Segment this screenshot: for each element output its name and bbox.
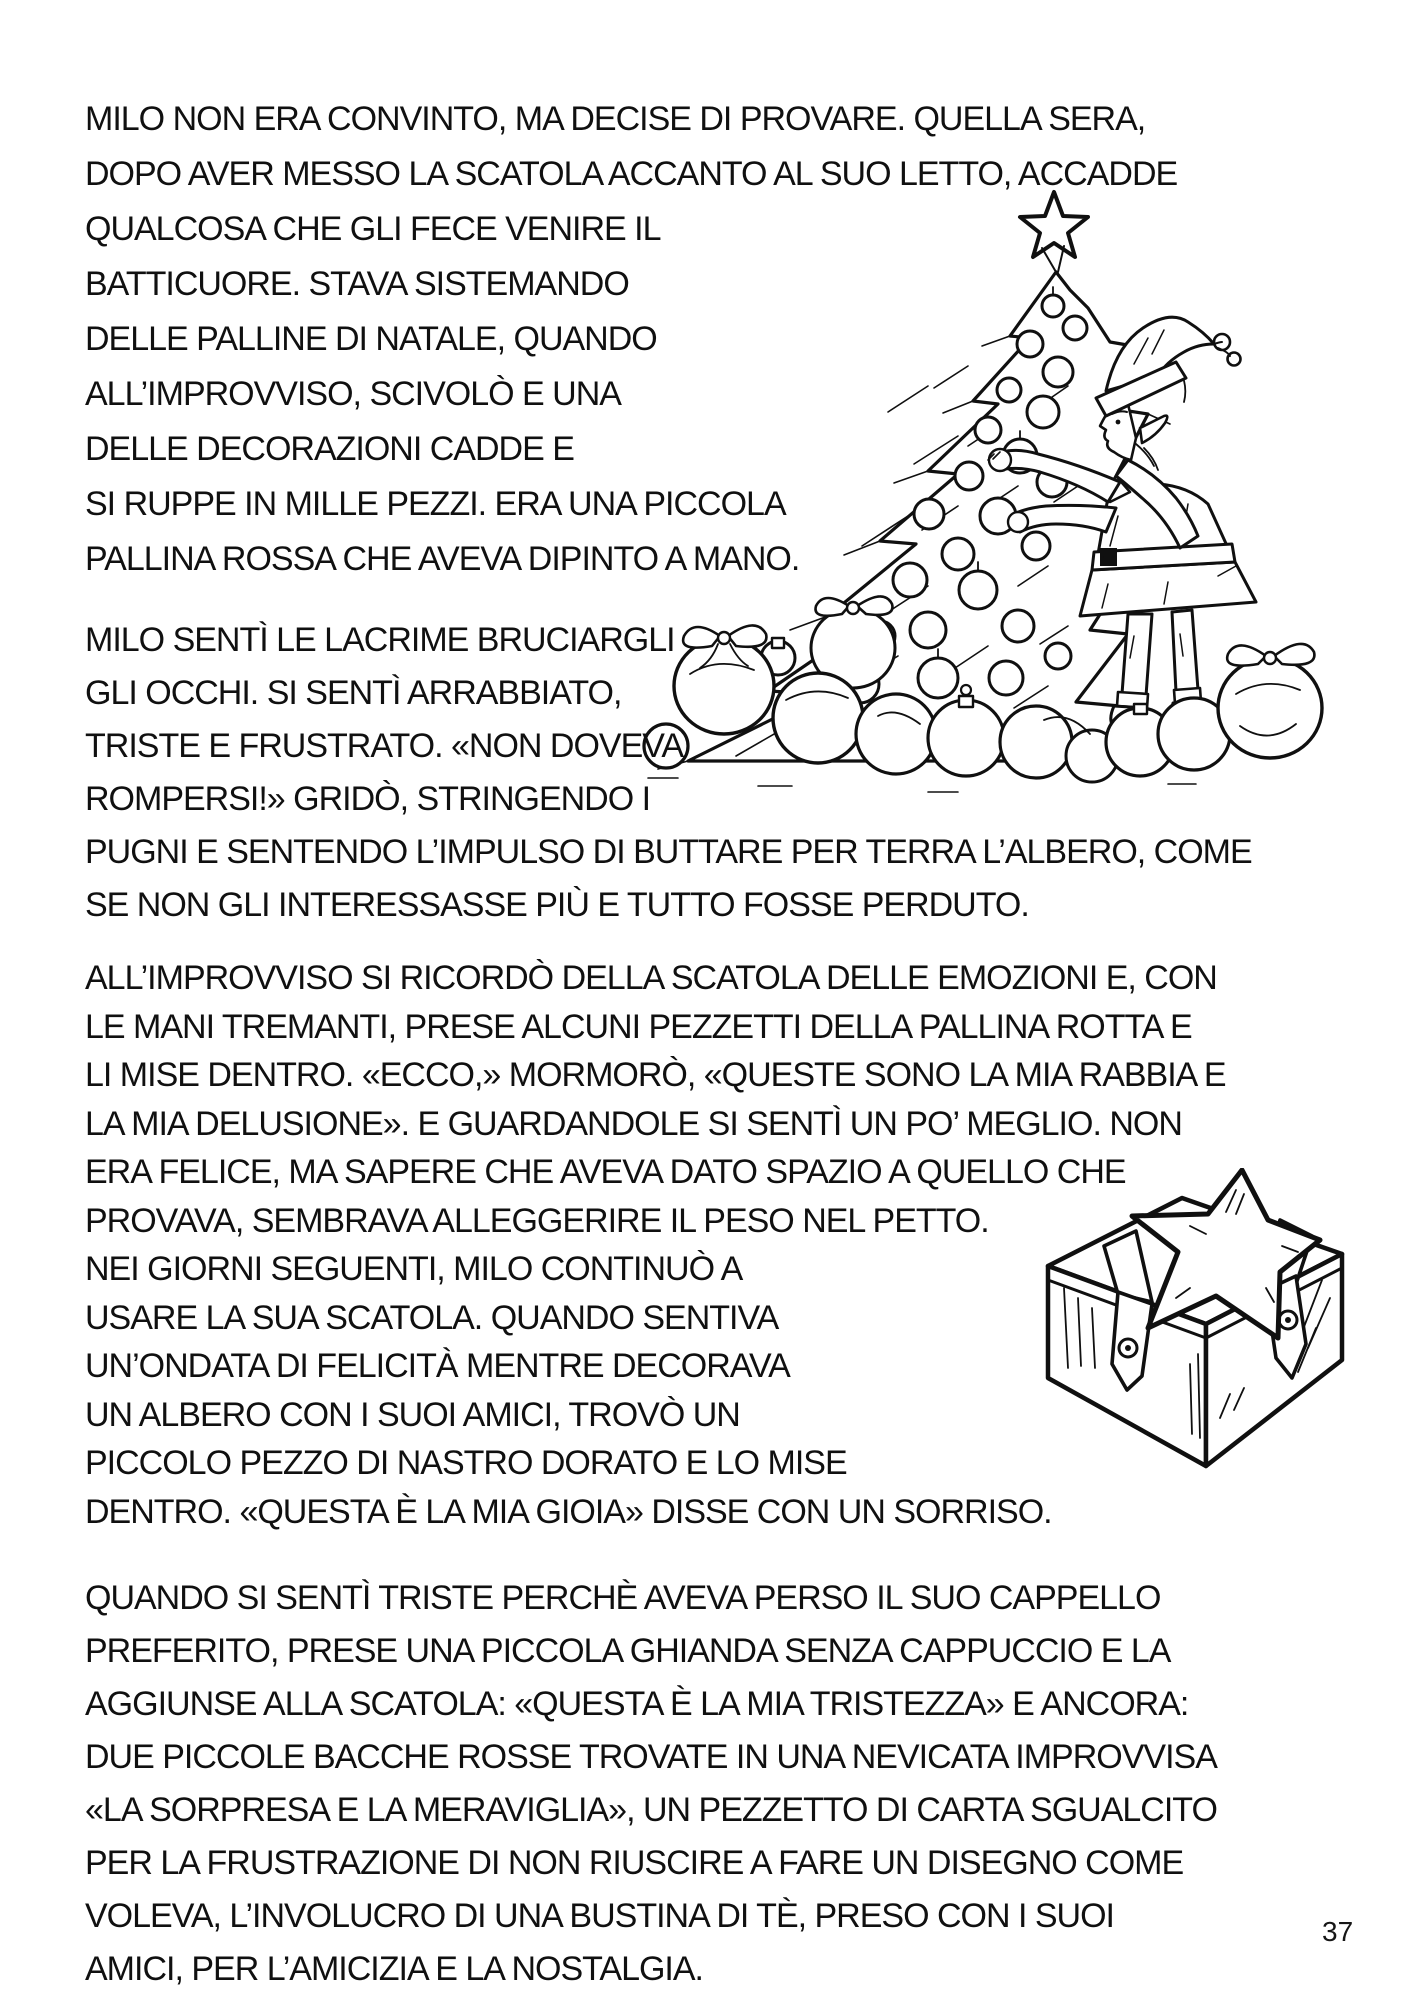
- story-line: PUGNI E SENTENDO L’IMPULSO DI BUTTARE PER TERRA L’ALBERO, COME: [85, 833, 1252, 871]
- story-line: SI RUPPE IN MILLE PEZZI. ERA UNA PICCOLA: [85, 485, 786, 523]
- story-line: ROMPERSI!» GRIDÒ, STRINGENDO I: [85, 780, 651, 818]
- story-line: ERA FELICE, MA SAPERE CHE AVEVA DATO SPAZIO A QUELLO CHE: [85, 1153, 1126, 1191]
- story-line: DELLE DECORAZIONI CADDE E: [85, 430, 574, 468]
- story-line: UN ALBERO CON I SUOI AMICI, TROVÒ UN: [85, 1395, 740, 1434]
- story-line: BATTICUORE. STAVA SISTEMANDO: [85, 265, 629, 303]
- story-line: LA MIA DELUSIONE». E GUARDANDOLE SI SENTÌ UN PO’ MEGLIO. NON: [85, 1104, 1182, 1143]
- story-line: TRISTE E FRUSTRATO. «NON DOVEVA: [85, 727, 684, 765]
- story-line: PALLINA ROSSA CHE AVEVA DIPINTO A MANO.: [85, 540, 800, 578]
- story-line: PICCOLO PEZZO DI NASTRO DORATO E LO MISE: [85, 1444, 847, 1482]
- paragraph-3: [85, 954, 1365, 1536]
- paragraph-2: [85, 614, 1365, 932]
- story-line: PER LA FRUSTRAZIONE DI NON RIUSCIRE A FARE UN DISEGNO COME: [85, 1844, 1184, 1882]
- story-line: DOPO AVER MESSO LA SCATOLA ACCANTO AL SUO LETTO, ACCADDE: [85, 155, 1178, 193]
- paragraph-1: [85, 92, 1365, 587]
- story-line: LE MANI TREMANTI, PRESE ALCUNI PEZZETTI DELLA PALLINA ROTTA E: [85, 1007, 1192, 1046]
- story-line: NEI GIORNI SEGUENTI, MILO CONTINUÒ A: [85, 1250, 743, 1288]
- paragraph-4: [85, 1572, 1365, 1996]
- story-line: MILO SENTÌ LE LACRIME BRUCIARGLI: [85, 621, 675, 659]
- story-line: AMICI, PER L’AMICIZIA E LA NOSTALGIA.: [85, 1950, 703, 1988]
- page-number: 37: [1322, 1916, 1354, 1947]
- story-line: ALL’IMPROVVISO SI RICORDÒ DELLA SCATOLA DELLE EMOZIONI E, CON: [85, 959, 1217, 997]
- story-line: GLI OCCHI. SI SENTÌ ARRABBIATO,: [85, 674, 622, 712]
- story-line: «LA SORPRESA E LA MERAVIGLIA», UN PEZZETTO DI CARTA SGUALCITO: [85, 1791, 1217, 1829]
- story-line: VOLEVA, L’INVOLUCRO DI UNA BUSTINA DI TÈ, PRESO CON I SUOI: [85, 1897, 1115, 1935]
- story-line: USARE LA SUA SCATOLA. QUANDO SENTIVA: [85, 1298, 779, 1337]
- story-line: AGGIUNSE ALLA SCATOLA: «QUESTA È LA MIA TRISTEZZA» E ANCORA:: [85, 1685, 1189, 1723]
- story-line: QUANDO SI SENTÌ TRISTE PERCHÈ AVEVA PERSO IL SUO CAPPELLO: [85, 1579, 1161, 1617]
- story-line: QUALCOSA CHE GLI FECE VENIRE IL: [85, 210, 661, 248]
- story-line: SE NON GLI INTERESSASSE PIÙ E TUTTO FOSSE PERDUTO.: [85, 886, 1029, 924]
- story-line: PREFERITO, PRESE UNA PICCOLA GHIANDA SENZA CAPPUCCIO E LA: [85, 1632, 1171, 1670]
- story-line: MILO NON ERA CONVINTO, MA DECISE DI PROVARE. QUELLA SERA,: [85, 100, 1146, 138]
- story-line: ALL’IMPROVVISO, SCIVOLÒ E UNA: [85, 375, 621, 413]
- story-line: UN’ONDATA DI FELICITÀ MENTRE DECORAVA: [85, 1347, 790, 1385]
- story-line: PROVAVA, SEMBRAVA ALLEGGERIRE IL PESO NEL PETTO.: [85, 1201, 989, 1240]
- story-line: LI MISE DENTRO. «ECCO,» MORMORÒ, «QUESTE SONO LA MIA RABBIA E: [85, 1056, 1226, 1094]
- story-line: DELLE PALLINE DI NATALE, QUANDO: [85, 320, 657, 358]
- story-line: DENTRO. «QUESTA È LA MIA GIOIA» DISSE CON UN SORRISO.: [85, 1492, 1052, 1531]
- story-line: DUE PICCOLE BACCHE ROSSE TROVATE IN UNA NEVICATA IMPROVVISA: [85, 1738, 1217, 1776]
